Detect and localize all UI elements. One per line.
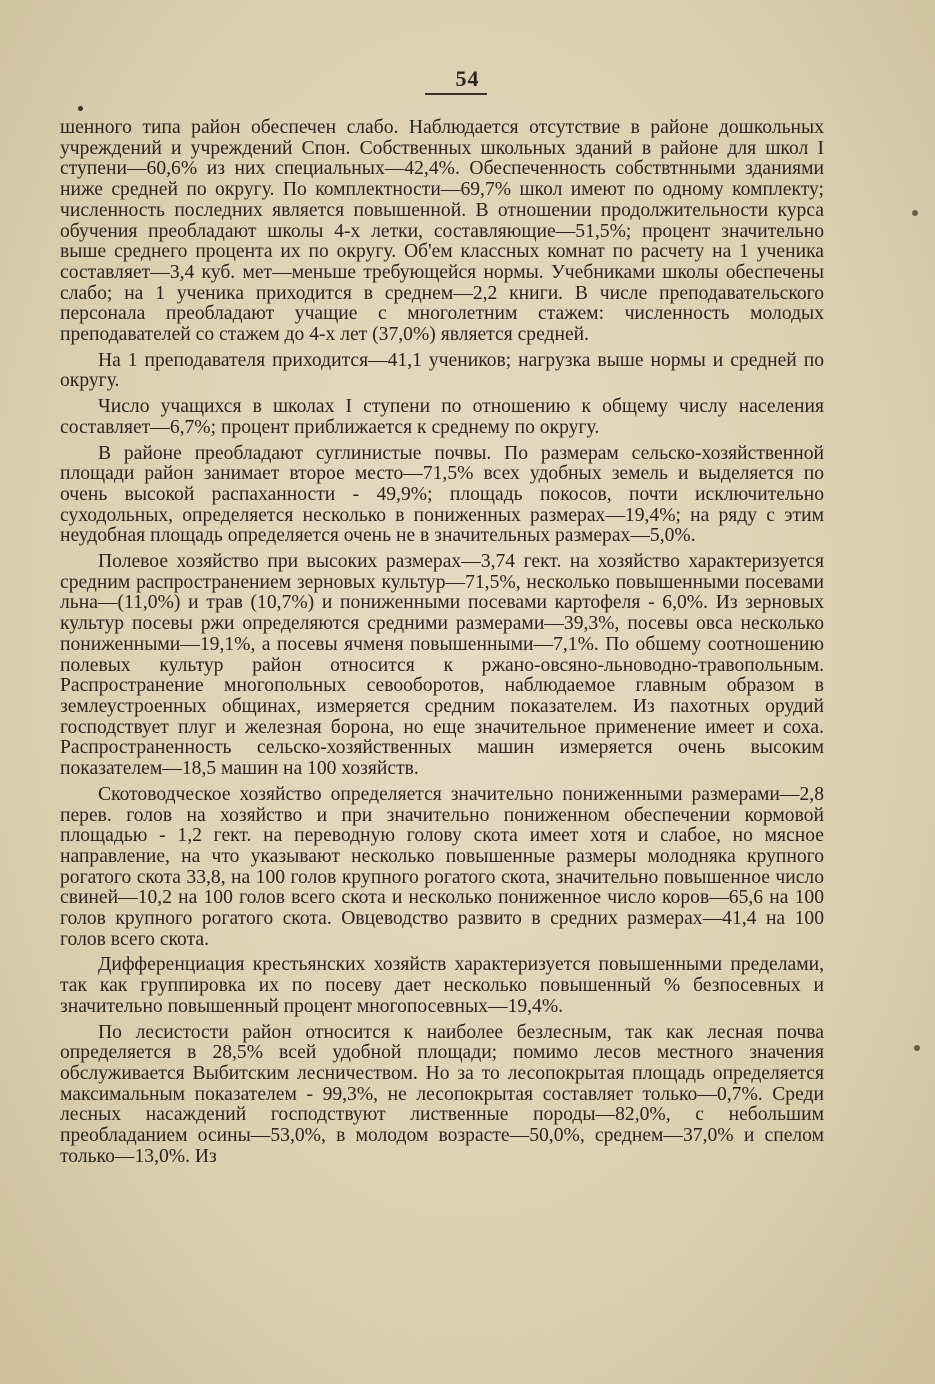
edge-mark [912, 210, 918, 216]
paragraph: шенного типа район обеспечен слабо. Наблюдается отсутствие в районе дошкольных учреждений и учреждений Спон. Собственных школьных зданий в районе для школ I ступени—60,6% из них специальных—42,4%. Обеспеченность собствтнными зданиями ниже средней по округу. По комплектности—69,7% школ имеют по одному комплекту; численность последних является повышенной. В отношении продолжительности курса обучения преобладают школы 4-х летки, составляющие—51,5%; процент значительно выше среднего процента их по округу. Об'ем классных комнат по расчету на 1 ученика составляет—3,4 куб. мет—меньше требующейся нормы. Учебниками школы обеспечены слабо; на 1 ученика приходится в среднем—2,2 книги. В числе преподавательского персонала преобладают учащие с многолетним стажем: численность молодых преподавателей со стажем до 4-х лет (37,0%) является средней. [60, 117, 824, 346]
paragraph: В районе преобладают суглинистые почвы. По размерам сельско-хозяйственной площади район занимает второе место—71,5% всех удобных земель и выделяется по очень высокой распаханности - 49,9%; площадь покосов, почти исключительно суходольных, определяется несколько в пониженных размерах—19,4%; на ряду с этим неудобная площадь определяется очень не в значительных размерах—5,0%. [60, 442, 824, 547]
paragraph: На 1 преподавателя приходится—41,1 учеников; нагрузка выше нормы и средней по округу. [60, 349, 824, 392]
body-text [60, 118, 824, 1172]
ink-mark [78, 106, 83, 111]
paragraph: Число учащихся в школах I ступени по отношению к общему числу населения составляет—6,7%; процент приближается к среднему по округу. [60, 396, 824, 438]
paragraph: По лесистости район относится к наиболее безлесным, так как лесная почва определяется в 28,5% всей удобной площади; помимо лесов местного значения обслуживается Выбитским лесничеством. Но за то лесопокрытая площадь определяется максимальным показателем - 99,3%, не лесопокрытая составляет только—0,7%. Среди лесных насаждений господствуют лиственные породы—82,0%, с небольшим преобладанием осины—53,0%, в молодом возрасте—50,0%, среднем—37,0% и спелом только—13,0%. Из [60, 1021, 824, 1167]
paragraph: Полевое хозяйство при высоких размерах—3,74 гект. на хозяйство характеризуется средним распространением зерновых культур—71,5%, несколько повышенными посевами льна—(11,0%) и трав (10,7%) и пониженными посевами картофеля - 6,0%. Из зерновых культур посевы ржи определяются средними размерами—39,3%, посевы овса несколько пониженными—19,1%, а посевы ячменя повышенными—7,1%. По обшему соотношению полевых культур район относится к ржано-овсяно-льноводно-травопольным. Распространение многопольных севооборотов, наблюдаемое главным образом в землеустроенных общинах, измеряется средним показателем. Из пахотных орудий господствует плуг и железная борона, но еще значительное применение имеет и соха. Распространенность сельско-хозяйственных машин измеряется очень высоким показателем—18,5 машин на 100 хозяйств. [60, 551, 824, 780]
edge-mark [914, 1045, 920, 1051]
page-number: 54 [455, 66, 480, 91]
page-number-underline [425, 93, 487, 95]
paragraph: Дифференциация крестьянских хозяйств характеризуется повышенными пределами, так как группировка их по посеву дает несколько повышенный % безпосевных и значительно повышенный процент многопосевных—19,4%. [60, 954, 824, 1017]
paragraph: Скотоводческое хозяйство определяется значительно пониженными размерами—2,8 перев. голов на хозяйство и при значительно пониженном обеспечении кормовой площадью - 1,2 гект. на переводную голову скота имеет хотя и слабое, но мясное направление, на что указывают несколько повышенные размеры молодняка крупного рогатого скота 33,8, на 100 голов крупного рогатого скота, значительно повышенное число свиней—10,2 на 100 голов всего скота и несколько пониженное число коров—65,6 на 100 голов крупного рогатого скота. Овцеводство развито в средних размерах—41,4 на 100 голов всего скота. [60, 783, 824, 950]
